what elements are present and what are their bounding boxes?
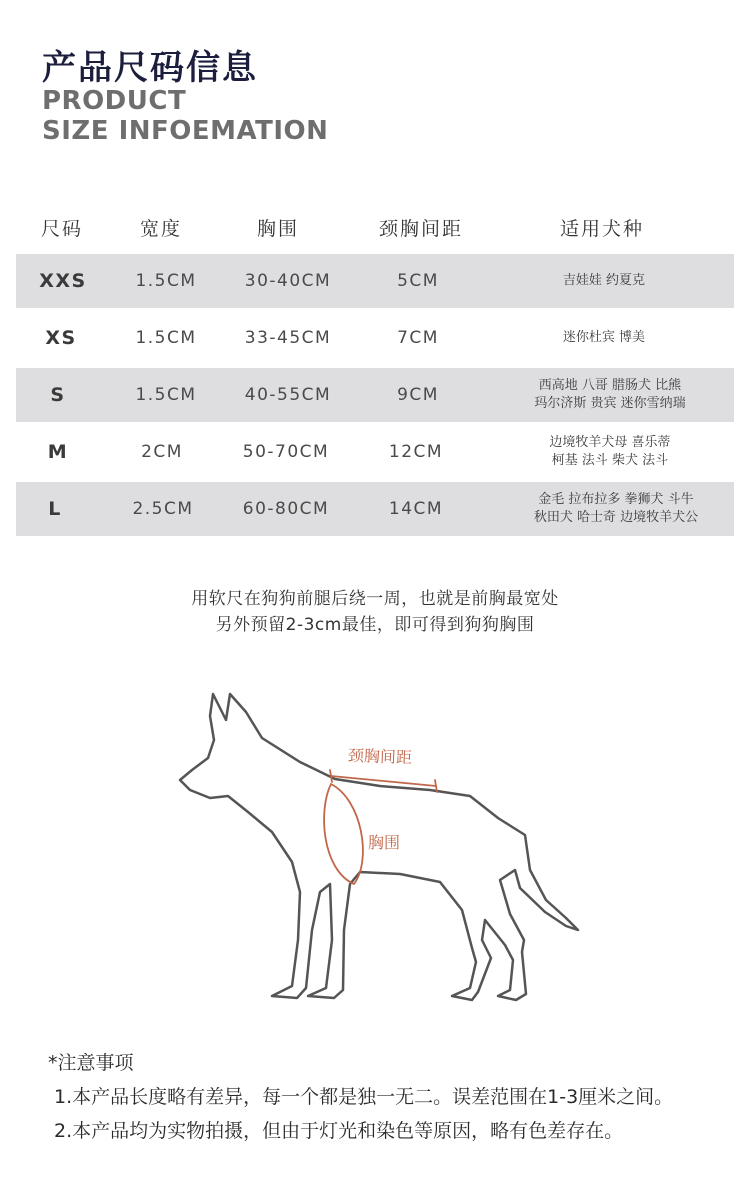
chest-measure-loop [324,784,363,884]
cell-width: 1.5CM [135,385,197,405]
cell-size: XXS [39,270,87,292]
neck-chest-tick-left [330,770,332,782]
cell-width: 1.5CM [135,328,197,348]
table-row [16,368,734,422]
cell-distance: 9CM [397,385,439,405]
cell-width: 1.5CM [135,271,197,291]
cell-width: 2.5CM [132,499,194,519]
cell-breeds [563,329,645,347]
breed-line: 吉娃娃 约夏克 [562,273,646,288]
cell-breeds [549,434,670,470]
cell-breeds [534,491,698,527]
cell-distance: 5CM [397,271,439,291]
chest-girth-label: 胸围 [368,833,401,852]
cell-breeds [563,272,645,290]
table-row [16,311,734,365]
cell-width: 2CM [141,442,183,462]
table-row [16,425,734,479]
breed-line: 迷你杜宾 博美 [562,330,646,345]
cell-breeds [534,377,685,413]
cell-chest: 50-70CM [242,442,330,462]
page-title-cn: 产品尺码信息 [42,48,258,88]
header-width: 宽度 [139,218,183,240]
note-item-2: 2.本产品均为实物拍摄，但由于灯光和染色等原因，略有色差存在。 [54,1120,624,1142]
table-header [16,200,734,254]
breed-line: 西高地 八哥 腊肠犬 比熊 [538,378,682,393]
instruction-line-2: 另外预留2-3cm最佳，即可得到狗狗胸围 [215,615,535,635]
neck-chest-distance-label: 颈胸间距 [347,745,413,768]
cell-size: S [50,384,66,406]
breed-line: 金毛 拉布拉多 拳狮犬 斗牛 [538,492,694,507]
cell-chest: 60-80CM [242,499,330,519]
header-size: 尺码 [40,218,84,240]
cell-size: L [48,498,62,520]
size-table [16,200,734,539]
cell-size: XS [45,327,77,349]
header-breeds: 适用犬种 [559,218,645,240]
page-title-en-line2: SIZE INFOEMATION [42,116,329,146]
breed-line: 玛尔济斯 贵宾 迷你雪纳瑞 [534,396,686,411]
cell-distance: 7CM [397,328,439,348]
cell-distance: 14CM [388,499,444,519]
cell-size: M [47,441,69,463]
cell-chest: 33-45CM [244,328,332,348]
instruction-line-1: 用软尺在狗狗前腿后绕一周，也就是前胸最宽处 [191,589,559,609]
breed-line: 边境牧羊犬母 喜乐蒂 [549,435,671,450]
cell-distance: 12CM [388,442,444,462]
notes-section [48,1046,718,1148]
page-title-en-line1: PRODUCT [42,86,187,116]
header-neck-chest-distance: 颈胸间距 [378,218,464,240]
table-row [16,254,734,308]
measurement-instructions [0,586,750,638]
breed-line: 柯基 法斗 柴犬 法斗 [551,453,669,468]
header-chest: 胸围 [256,218,300,240]
breed-line: 秋田犬 哈士奇 边境牧羊犬公 [533,510,699,525]
notes-title: *注意事项 [48,1052,134,1074]
table-row [16,482,734,536]
cell-chest: 30-40CM [244,271,332,291]
cell-chest: 40-55CM [244,385,332,405]
note-item-1: 1.本产品长度略有差异，每一个都是独一无二。误差范围在1-3厘米之间。 [54,1086,674,1108]
